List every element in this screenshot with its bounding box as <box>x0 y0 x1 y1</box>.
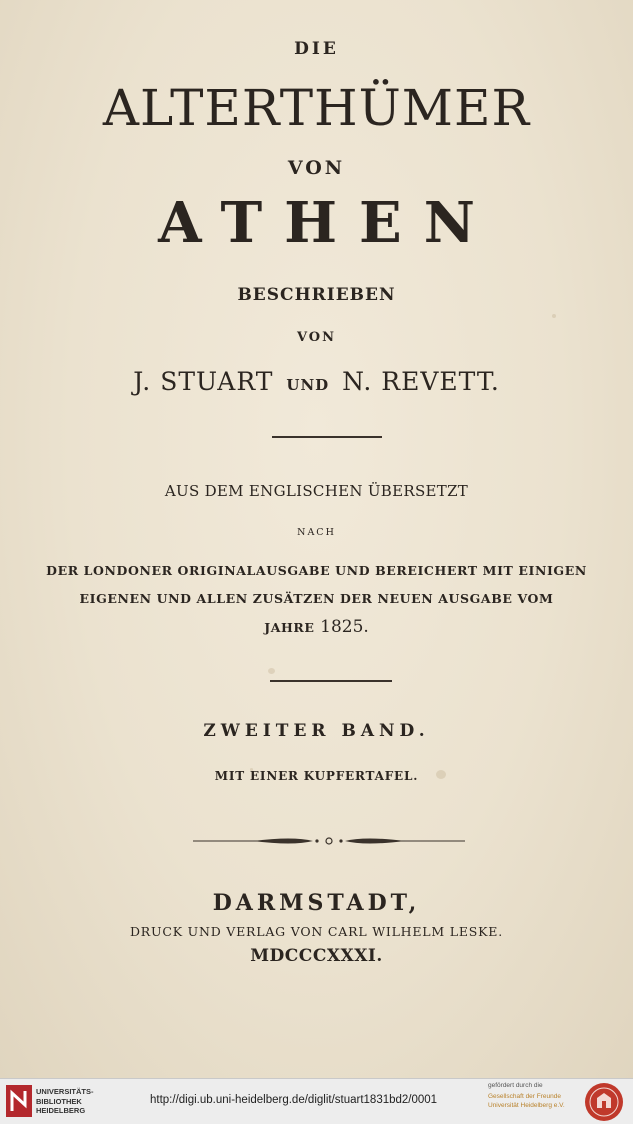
authors-line <box>0 367 633 396</box>
paper-stain <box>268 668 275 674</box>
university-seal-icon <box>584 1082 624 1122</box>
nach-label: NACH <box>297 527 336 538</box>
edition-line-1: DER LONDONER ORIGINALAUSGABE UND BEREICHERT MIT EINIGEN <box>46 563 587 578</box>
divider-rule-2 <box>270 680 392 682</box>
volume-label: ZWEITER BAND. <box>203 721 430 741</box>
title-die: DIE <box>294 39 339 59</box>
digital-library-footer <box>0 1078 633 1124</box>
society-name-line-2: Universität Heidelberg e.V. <box>488 1101 565 1109</box>
author-revett: N. REVETT. <box>342 367 500 396</box>
permalink-url[interactable]: http://digi.ub.uni-heidelberg.de/diglit/stuart1831bd2/0001 <box>150 1094 438 1106</box>
edition-line-2: EIGENEN UND ALLEN ZUSÄTZEN DER NEUEN AUSGABE VOM <box>79 591 554 606</box>
subtitle-beschrieben: BESCHRIEBEN <box>237 285 396 305</box>
title-main: ALTERTHÜMER <box>102 79 531 137</box>
title-athen: ATHEN <box>158 190 497 256</box>
edition-year: 1825. <box>320 617 369 637</box>
ornamental-divider-icon <box>193 834 465 848</box>
divider-rule-1 <box>272 436 382 438</box>
library-name-line-1: UNIVERSITÄTS- <box>36 1087 94 1096</box>
university-library-logo-icon <box>6 1085 32 1117</box>
printer-line: DRUCK UND VERLAG VON CARL WILHELM LESKE. <box>129 924 503 939</box>
library-name <box>36 1087 94 1116</box>
subtitle-von: VON <box>296 330 337 345</box>
society-name-line-1: Gesellschaft der Freunde <box>488 1093 561 1100</box>
author-stuart: J. STUART <box>133 367 274 396</box>
title-von: VON <box>287 157 346 179</box>
paper-stain <box>552 314 556 318</box>
translation-note: AUS DEM ENGLISCHEN ÜBERSETZT <box>164 482 469 500</box>
edition-word-jahre: JAHRE <box>264 620 315 635</box>
library-name-line-2: BIBLIOTHEK <box>36 1096 82 1106</box>
society-name <box>488 1093 565 1110</box>
library-name-line-3: HEIDELBERG <box>36 1106 86 1115</box>
funded-by-label: gefördert durch die <box>488 1082 543 1089</box>
author-und: UND <box>286 376 330 394</box>
plates-note: MIT EINER KUPFERTAFEL. <box>214 769 419 783</box>
place-darmstadt: DARMSTADT, <box>212 890 421 916</box>
edition-line-3 <box>0 617 633 637</box>
publication-year: MDCCCXXXI. <box>250 946 383 966</box>
